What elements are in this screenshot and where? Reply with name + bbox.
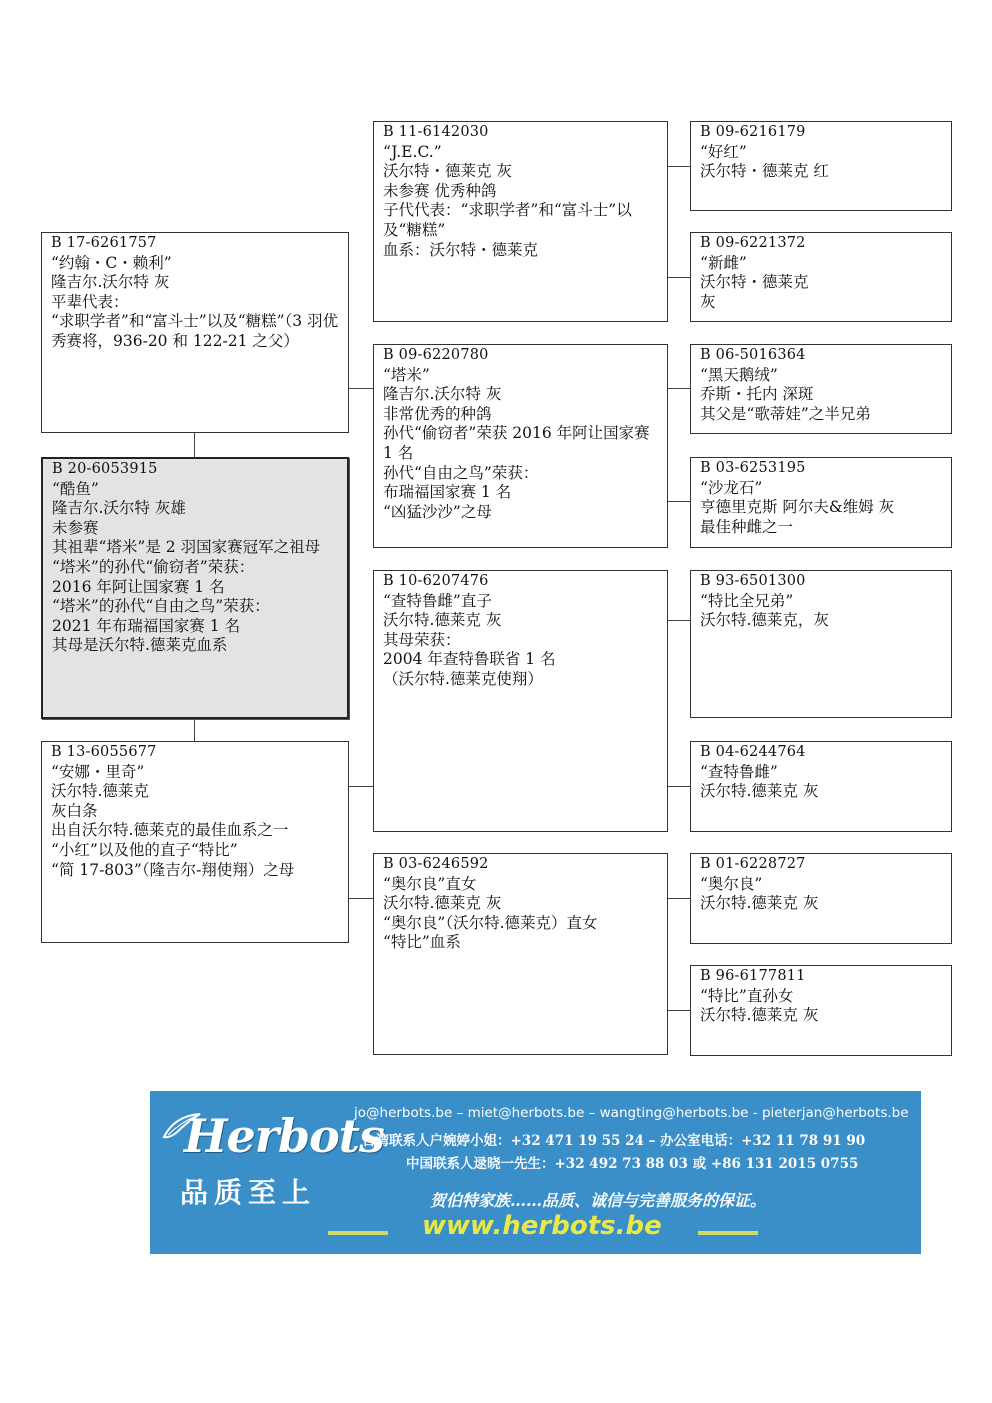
card-line: 未参赛 <box>52 518 99 537</box>
sss-card <box>690 121 952 211</box>
divider <box>698 1231 758 1235</box>
connector <box>668 166 690 167</box>
card-line: 沃尔特.德莱克 灰 <box>383 894 502 913</box>
card-line: 子代代表：“求职学者”和“富斗士”以及“糖糕” <box>383 201 632 239</box>
pigeon-name: “沙龙石” <box>700 478 763 497</box>
pigeon-name: “奥尔良”直女 <box>383 874 477 893</box>
card-line: 沃尔特.德莱克 灰 <box>700 782 819 801</box>
card-line: 孙代“偷窃者”荣获 2016 年阿让国家赛 1 名 <box>383 424 655 462</box>
card-line: 布瑞福国家赛 1 名 <box>383 483 512 502</box>
card-line: 隆吉尔.沃尔特 灰 <box>51 273 170 292</box>
card-line: 非常优秀的种鸽 <box>383 404 492 423</box>
ring-number: B 04-6244764 <box>700 744 806 760</box>
pigeon-name: “查特鲁雌” <box>700 762 778 781</box>
pigeon-name: “特比全兄弟” <box>700 591 794 610</box>
banner-slogan: 品质至上 <box>180 1176 317 1209</box>
pigeon-name: “J.E.C.” <box>383 142 442 161</box>
card-line: “简 17-803”（隆吉尔-翔使翔）之母 <box>51 860 295 879</box>
sire-card <box>41 232 349 433</box>
ring-number: B 93-6501300 <box>700 573 806 589</box>
connector <box>668 898 690 899</box>
card-line: 其父是“歌蒂娃”之半兄弟 <box>700 404 871 423</box>
ring-number: B 11-6142030 <box>383 124 489 140</box>
card-line: 未参赛 优秀种鸽 <box>383 181 497 200</box>
ring-number: B 09-6220780 <box>383 347 489 363</box>
card-line: 沃尔特.德莱克 灰 <box>700 894 819 913</box>
card-line: 沃尔特・德莱克 灰 <box>383 162 512 181</box>
pigeon-name: “约翰・C・赖利” <box>51 253 172 272</box>
sdd-card <box>690 457 952 548</box>
connector <box>349 786 373 787</box>
connector <box>668 1010 690 1011</box>
pigeon-name: “安娜・里奇” <box>51 762 145 781</box>
card-line: “小红”以及他的直子“特比” <box>51 840 238 859</box>
ring-number: B 10-6207476 <box>383 573 489 589</box>
ring-number: B 03-6253195 <box>700 460 806 476</box>
connector <box>668 786 690 787</box>
pigeon-name: “新雌” <box>700 253 747 272</box>
dsd-card <box>690 741 952 832</box>
pigeon-name: “黑天鹅绒” <box>700 365 778 384</box>
pigeon-name: “好红” <box>700 142 747 161</box>
card-line: 灰 <box>700 292 716 311</box>
card-line: “塔米”的孙代“自由之鸟”荣获： <box>52 597 270 616</box>
dds-card <box>690 853 952 944</box>
ring-number: B 17-6261757 <box>51 235 157 251</box>
card-line: 平辈代表： <box>51 292 129 311</box>
card-line: “凶猛沙沙”之母 <box>383 502 492 521</box>
pigeon-name: “塔米” <box>383 365 430 384</box>
ring-number: B 01-6228727 <box>700 856 806 872</box>
subject-card <box>41 457 349 719</box>
connector <box>349 898 373 899</box>
banner-contact-china: 中国联系人逯晓一先生：+32 492 73 88 03 或 +86 131 2015 0755 <box>406 1156 859 1172</box>
pigeon-name: “奥尔良” <box>700 874 763 893</box>
pigeon-name: “酷鱼” <box>52 479 99 498</box>
herbots-banner <box>150 1091 921 1254</box>
card-line: 灰白条 <box>51 801 98 820</box>
card-line: 2021 年布瑞福国家赛 1 名 <box>52 616 241 635</box>
ring-number: B 06-5016364 <box>700 347 806 363</box>
card-line: 沃尔特.德莱克 灰 <box>700 1006 819 1025</box>
ring-number: B 13-6055677 <box>51 744 157 760</box>
dam-sire-card <box>373 570 668 832</box>
card-line: “奥尔良”（沃尔特.德莱克）直女 <box>383 913 598 932</box>
card-line: “塔米”的孙代“偷窃者”荣获： <box>52 557 255 576</box>
connector <box>194 433 195 457</box>
ring-number: B 96-6177811 <box>700 968 806 984</box>
card-line: 亨德里克斯 阿尔夫&维姆 灰 <box>700 498 895 517</box>
card-line: （沃尔特.德莱克使翔） <box>383 669 543 688</box>
connector <box>194 719 195 741</box>
connector <box>668 620 690 621</box>
connector <box>668 277 690 278</box>
card-line: 出自沃尔特.德莱克的最佳血系之一 <box>51 821 289 840</box>
card-line: 血系：沃尔特・德莱克 <box>383 240 539 259</box>
ring-number: B 20-6053915 <box>52 461 158 477</box>
card-line: 乔斯・托内 深斑 <box>700 385 814 404</box>
ring-number: B 09-6216179 <box>700 124 806 140</box>
card-line: 2004 年查特鲁联省 1 名 <box>383 650 556 669</box>
card-line: 其母是沃尔特.德莱克血系 <box>52 636 228 655</box>
pigeon-name: “查特鲁雌”直子 <box>383 591 492 610</box>
card-line: 隆吉尔.沃尔特 灰 <box>383 385 502 404</box>
card-line: 2016 年阿让国家赛 1 名 <box>52 577 225 596</box>
card-line: 最佳种雌之一 <box>700 517 794 536</box>
card-line: 隆吉尔.沃尔特 灰雄 <box>52 499 186 518</box>
dss-card <box>690 570 952 718</box>
card-line: 沃尔特.德莱克 <box>51 782 149 801</box>
card-line: “求职学者”和“富斗士”以及“糖糕”（3 羽优秀赛将，936-20 和 122-21 之父） <box>51 312 339 350</box>
dam-dam-card <box>373 853 668 1055</box>
card-line: 沃尔特・德莱克 <box>700 273 809 292</box>
sire-dam-card <box>373 344 668 548</box>
card-line: 其母荣获： <box>383 630 461 649</box>
dam-card <box>41 741 349 943</box>
card-line: 其祖辈“塔米”是 2 羽国家赛冠军之祖母 <box>52 538 321 557</box>
banner-contact-taiwan: 台湾联系人户婉婷小姐：+32 471 19 55 24 – 办公室电话：+32 11 78 91 90 <box>362 1133 866 1149</box>
ring-number: B 09-6221372 <box>700 235 806 251</box>
connector <box>668 388 690 389</box>
herbots-logo: Herbots <box>184 1109 384 1163</box>
pigeon-name: “特比”直孙女 <box>700 986 794 1005</box>
card-line: “特比”血系 <box>383 933 461 952</box>
card-line: 沃尔特・德莱克 红 <box>700 162 829 181</box>
banner-tagline: 贺伯特家族……品质、诚信与完善服务的保证。 <box>430 1191 767 1210</box>
card-line: 沃尔特.德莱克 灰 <box>383 611 502 630</box>
divider <box>328 1231 388 1235</box>
ssd-card <box>690 232 952 322</box>
connector <box>668 501 690 502</box>
connector <box>349 388 373 389</box>
ddd-card <box>690 965 952 1056</box>
card-line: 沃尔特.德莱克，灰 <box>700 611 829 630</box>
card-line: 孙代“自由之鸟”荣获： <box>383 463 539 482</box>
sds-card <box>690 344 952 434</box>
website-link[interactable]: www.herbots.be <box>422 1211 662 1241</box>
ring-number: B 03-6246592 <box>383 856 489 872</box>
sire-sire-card <box>373 121 668 322</box>
banner-emails[interactable]: jo@herbots.be – miet@herbots.be – wangting@herbots.be - pieterjan@herbots.be <box>354 1105 909 1121</box>
